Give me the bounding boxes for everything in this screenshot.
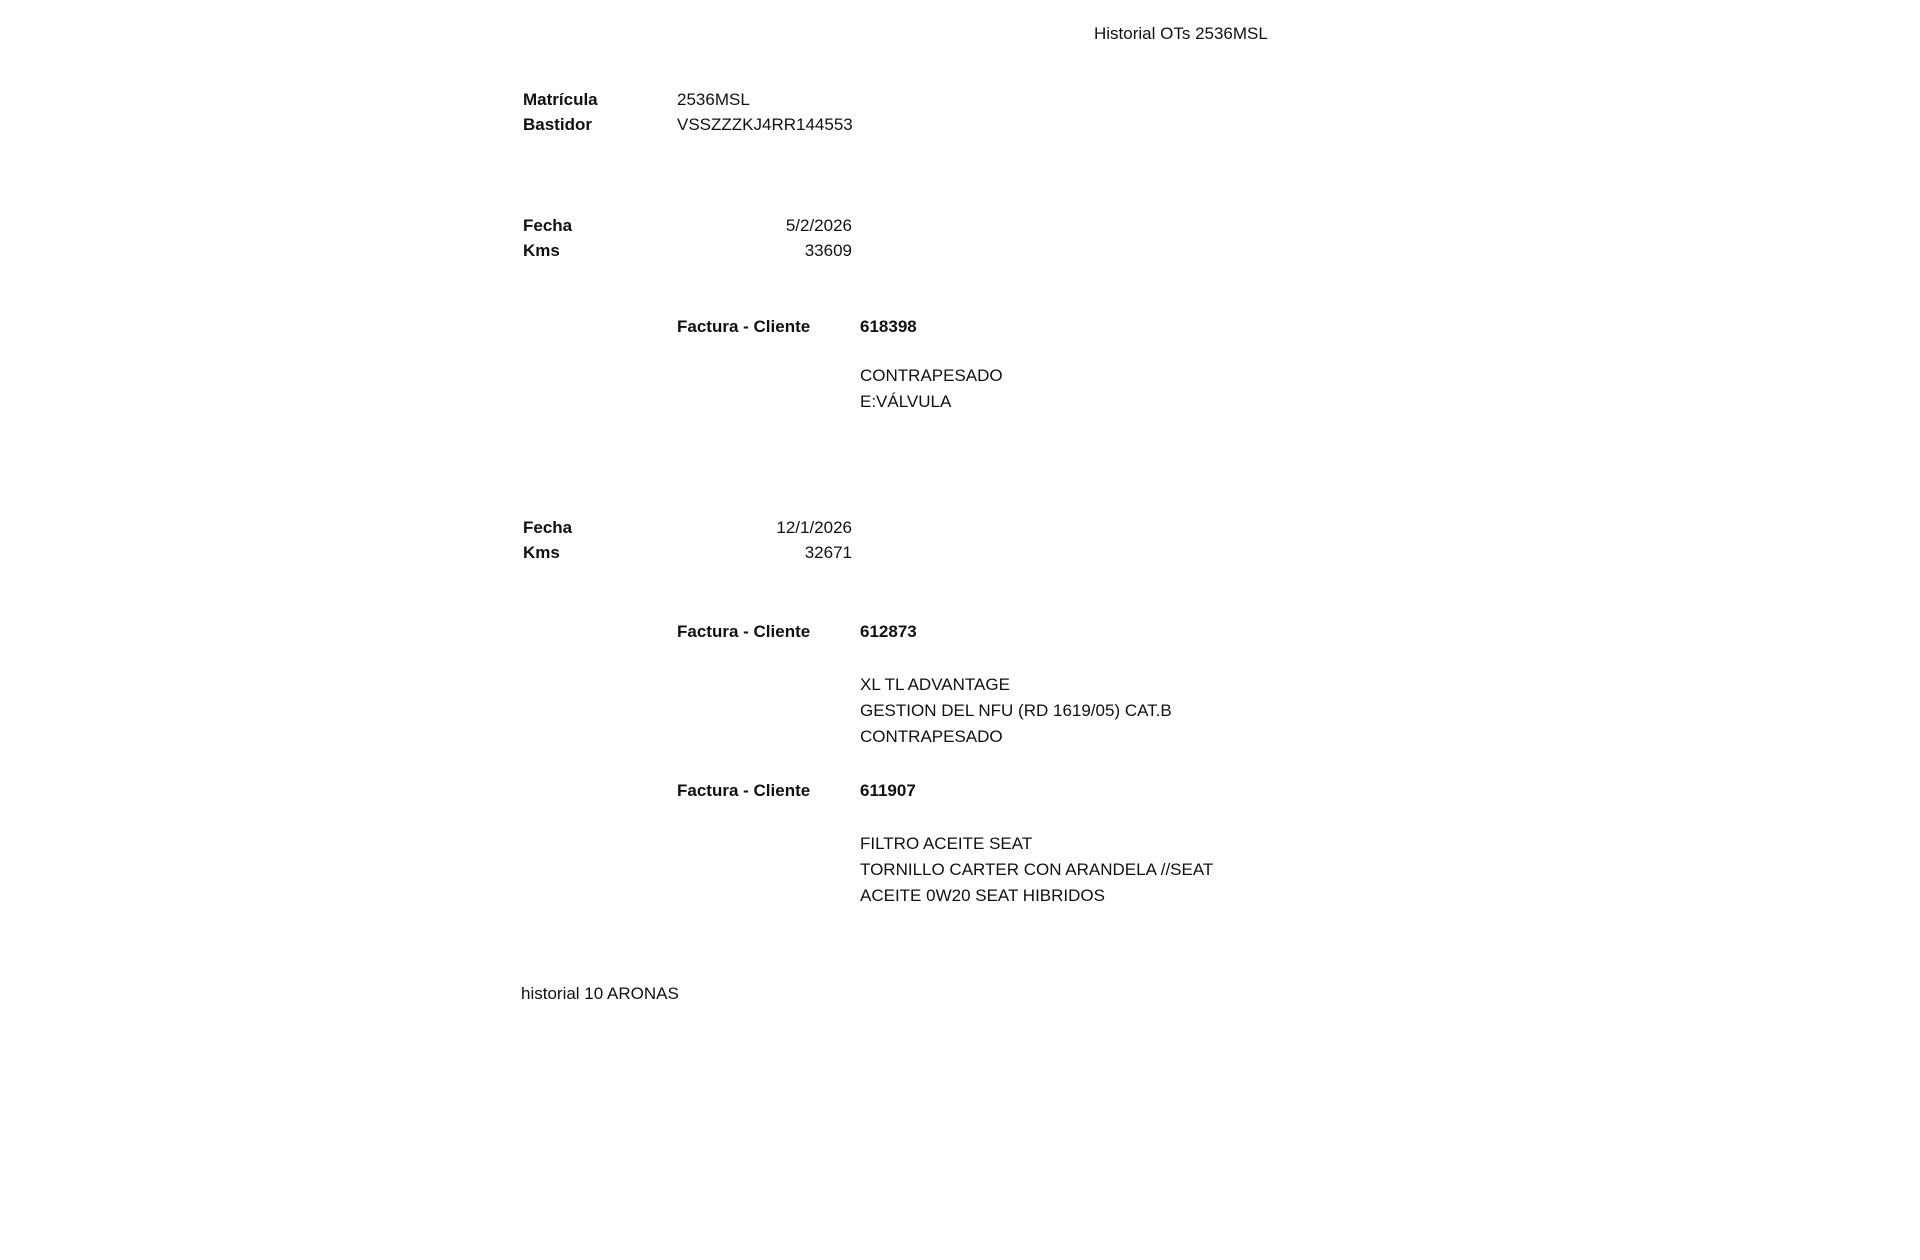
invoice-item: XL TL ADVANTAGE [860,675,1010,694]
invoice-item: GESTION DEL NFU (RD 1619/05) CAT.B [860,701,1172,720]
matricula-label: Matrícula [523,90,598,109]
fecha-value: 5/2/2026 [785,216,852,235]
kms-value: 33609 [804,241,852,260]
document-title: Historial OTs 2536MSL [1094,24,1268,43]
bastidor-value: VSSZZZKJ4RR144553 [677,115,853,134]
invoice-number: 611907 [860,781,916,800]
invoice-number: 612873 [860,622,917,641]
fecha-value: 12/1/2026 [776,518,852,537]
fecha-label: Fecha [523,518,573,537]
invoice-item: TORNILLO CARTER CON ARANDELA //SEAT [860,860,1214,879]
invoice-label: Factura - Cliente [677,622,811,641]
invoice-item: E:VÁLVULA [860,392,952,411]
invoice-item: CONTRAPESADO [860,727,1003,746]
invoice-item: ACEITE 0W20 SEAT HIBRIDOS [860,886,1105,905]
kms-value: 32671 [804,543,852,562]
invoice-label: Factura - Cliente [677,781,811,800]
invoice-label: Factura - Cliente [677,317,811,336]
bastidor-label: Bastidor [523,115,592,134]
matricula-value: 2536MSL [677,90,750,109]
invoice-item: FILTRO ACEITE SEAT [860,834,1033,853]
fecha-label: Fecha [523,216,573,235]
document-footer: historial 10 ARONAS [521,984,679,1003]
kms-label: Kms [523,543,560,562]
kms-label: Kms [523,241,560,260]
invoice-number: 618398 [860,317,917,336]
invoice-item: CONTRAPESADO [860,366,1003,385]
